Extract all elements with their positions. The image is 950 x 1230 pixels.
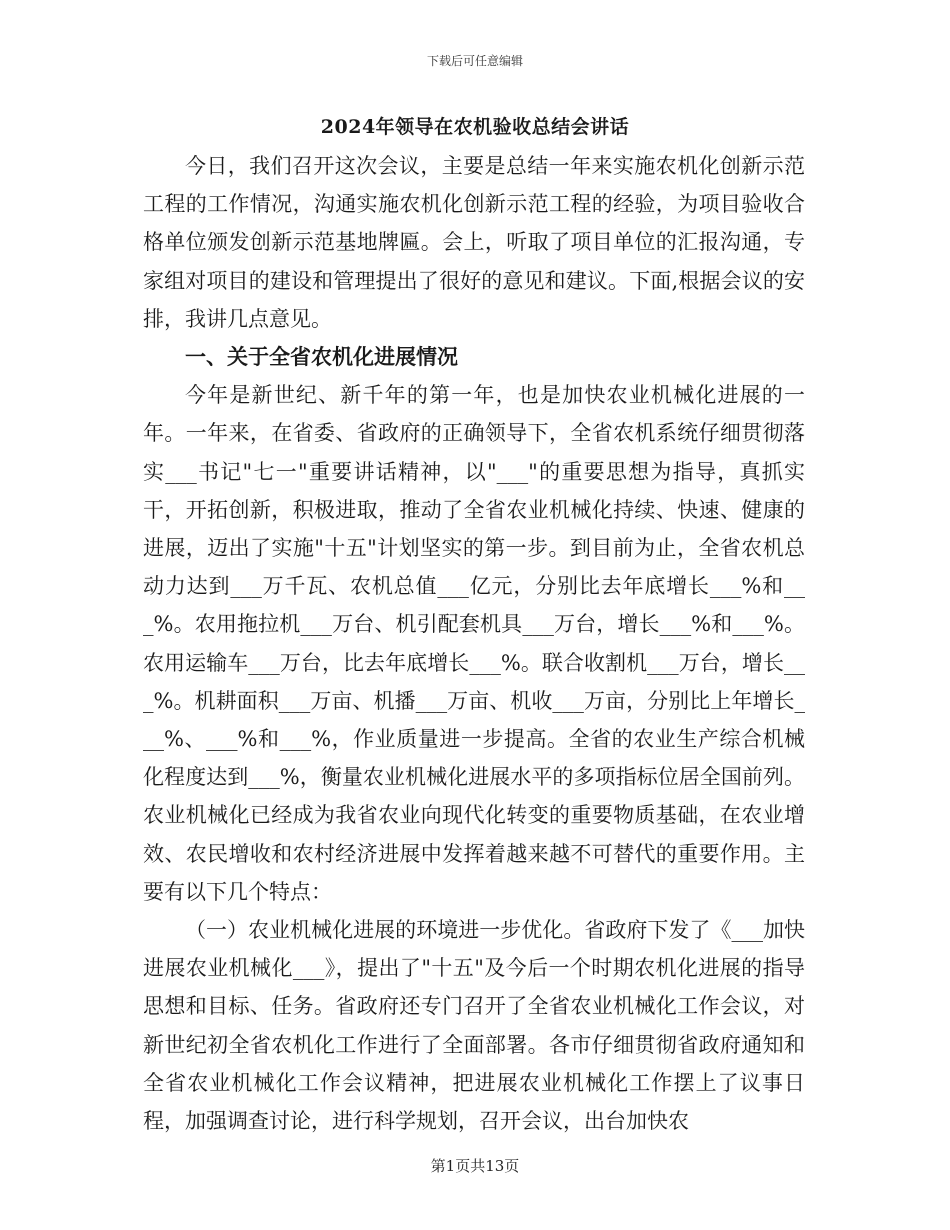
paragraph-subpoint-1: （一）农业机械化进展的环境进一步优化。省政府下发了《___加快进展农业机械化___》，提出了"十五"及今后一个时期农机化进展的指导思想和目标、任务。省政府还专门召开了全省农业机械化工作会议，对新世纪初全省农机化工作进行了全面部署。各市仔细贯彻省政府通知和全省农业机械化工作会议精神，把进展农业机械化工作摆上了议事日程，加强调查讨论，进行科学规划，召开会议，出台加快农 [143,918,805,1134]
document-title: 2024年领导在农机验收总结会讲话 [320,116,630,138]
paragraph-opening: 今日，我们召开这次会议，主要是总结一年来实施农机化创新示范工程的工作情况，沟通实施农机化创新示范工程的经验，为项目验收合格单位颁发创新示范基地牌匾。会上，听取了项目单位的汇报沟通，专家组对项目的建设和管理提出了很好的意见和建议。下面,根据会议的安排，我讲几点意见。 [143,154,805,331]
section-heading-1: 一、关于全省农机化进展情况 [185,344,458,370]
paragraph-progress-overview: 今年是新世纪、新千年的第一年，也是加快农业机械化进展的一年。一年来，在省委、省政府的正确领导下，全省农机系统仔细贯彻落实___书记"七一"重要讲话精神，以"___"的重要思想为指导，真抓实干，开拓创新，积极进取，推动了全省农业机械化持续、快速、健康的进展，迈出了实施"十五"计划坚实的第一步。到目前为止，全省农机总动力达到___万千瓦、农机总值___亿元，分别比去年底增长___%和___%。农用拖拉机___万台、机引配套机具___万台，增长___%和___%。农用运输车___万台，比去年底增长___%。联合收割机___万台，增长___%。机耕面积___万亩、机播___万亩、机收___万亩，分别比上年增长___%、___%和___%，作业质量进一步提高。全省的农业生产综合机械化程度达到___%，衡量农业机械化进展水平的多项指标位居全国前列。农业机械化已经成为我省农业向现代化转变的重要物质基础，在农业增效、农民增收和农村经济进展中发挥着越来越不可替代的重要作用。主要有以下几个特点： [143,383,805,904]
document-body [143,147,805,1140]
page-header-note: 下载后可任意编辑 [426,54,523,68]
page-number: 第1页共13页 [430,1157,520,1175]
